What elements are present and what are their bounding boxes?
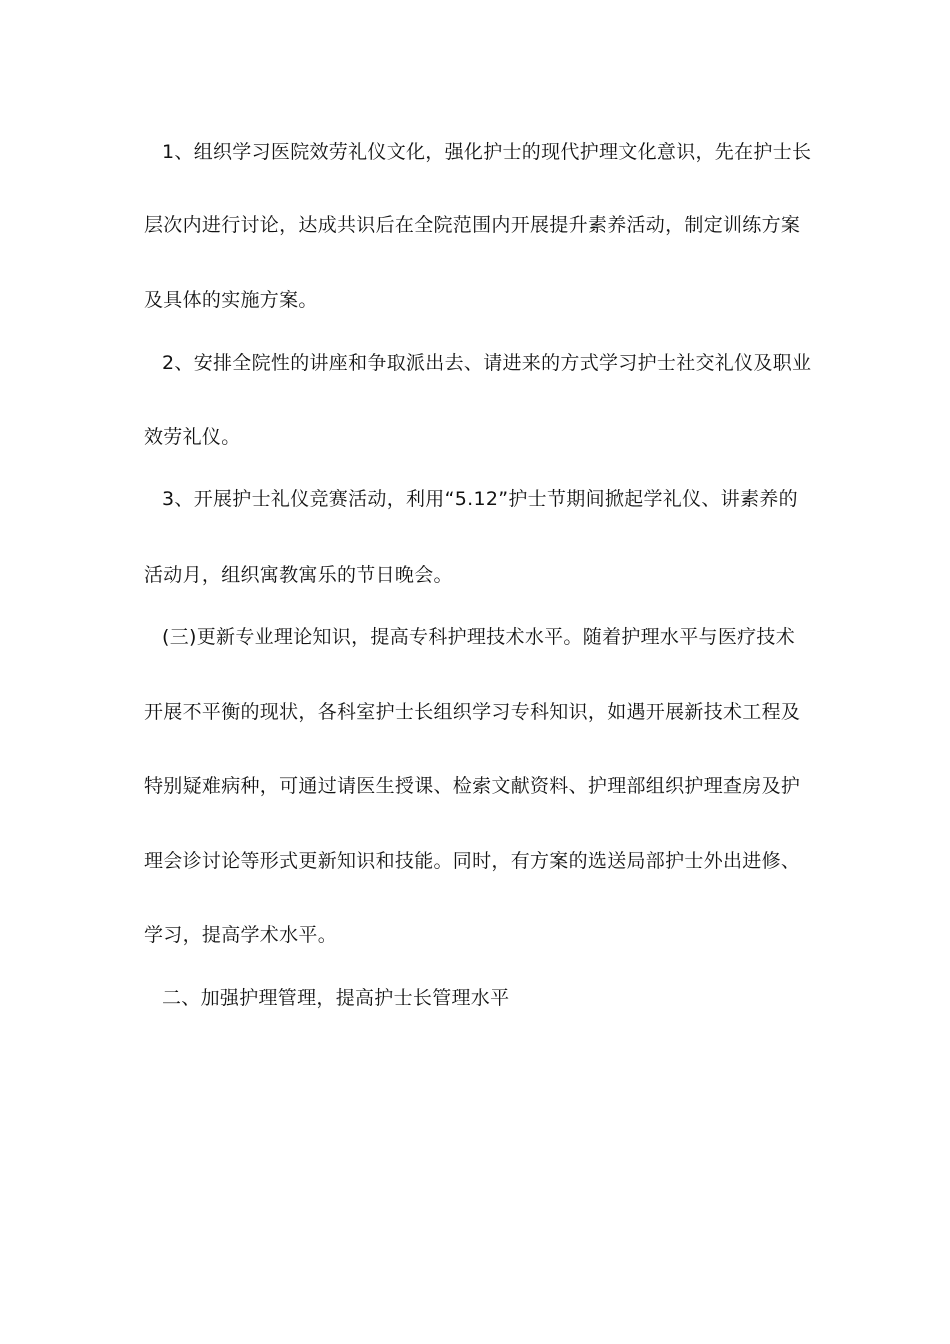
paragraph-line: 效劳礼仪。 (144, 426, 241, 448)
paragraph-line: 活动月，组织寓教寓乐的节日晚会。 (144, 564, 453, 586)
paragraph-line: 2、安排全院性的讲座和争取派出去、请进来的方式学习护士社交礼仪及职业 (162, 352, 812, 374)
paragraph-line: 3、开展护士礼仪竞赛活动，利用“5.12”护士节期间掀起学礼仪、讲素养的 (162, 488, 798, 510)
paragraph-line: 理会诊讨论等形式更新知识和技能。同时，有方案的选送局部护士外出进修、 (144, 850, 801, 872)
paragraph-line: 学习，提高学术水平。 (144, 924, 338, 946)
paragraph-line: 开展不平衡的现状，各科室护士长组织学习专科知识，如遇开展新技术工程及 (144, 701, 801, 723)
paragraph-line: 及具体的实施方案。 (144, 289, 318, 311)
paragraph-line: (三)更新专业理论知识，提高专科护理技术水平。随着护理水平与医疗技术 (162, 626, 796, 648)
paragraph-line: 特别疑难病种，可通过请医生授课、检索文献资料、护理部组织护理查房及护 (144, 775, 801, 797)
paragraph-line: 1、组织学习医院效劳礼仪文化，强化护士的现代护理文化意识，先在护士长 (162, 141, 812, 163)
section-heading: 二、加强护理管理，提高护士长管理水平 (162, 987, 510, 1009)
paragraph-line: 层次内进行讨论，达成共识后在全院范围内开展提升素养活动，制定训练方案 (144, 214, 801, 236)
